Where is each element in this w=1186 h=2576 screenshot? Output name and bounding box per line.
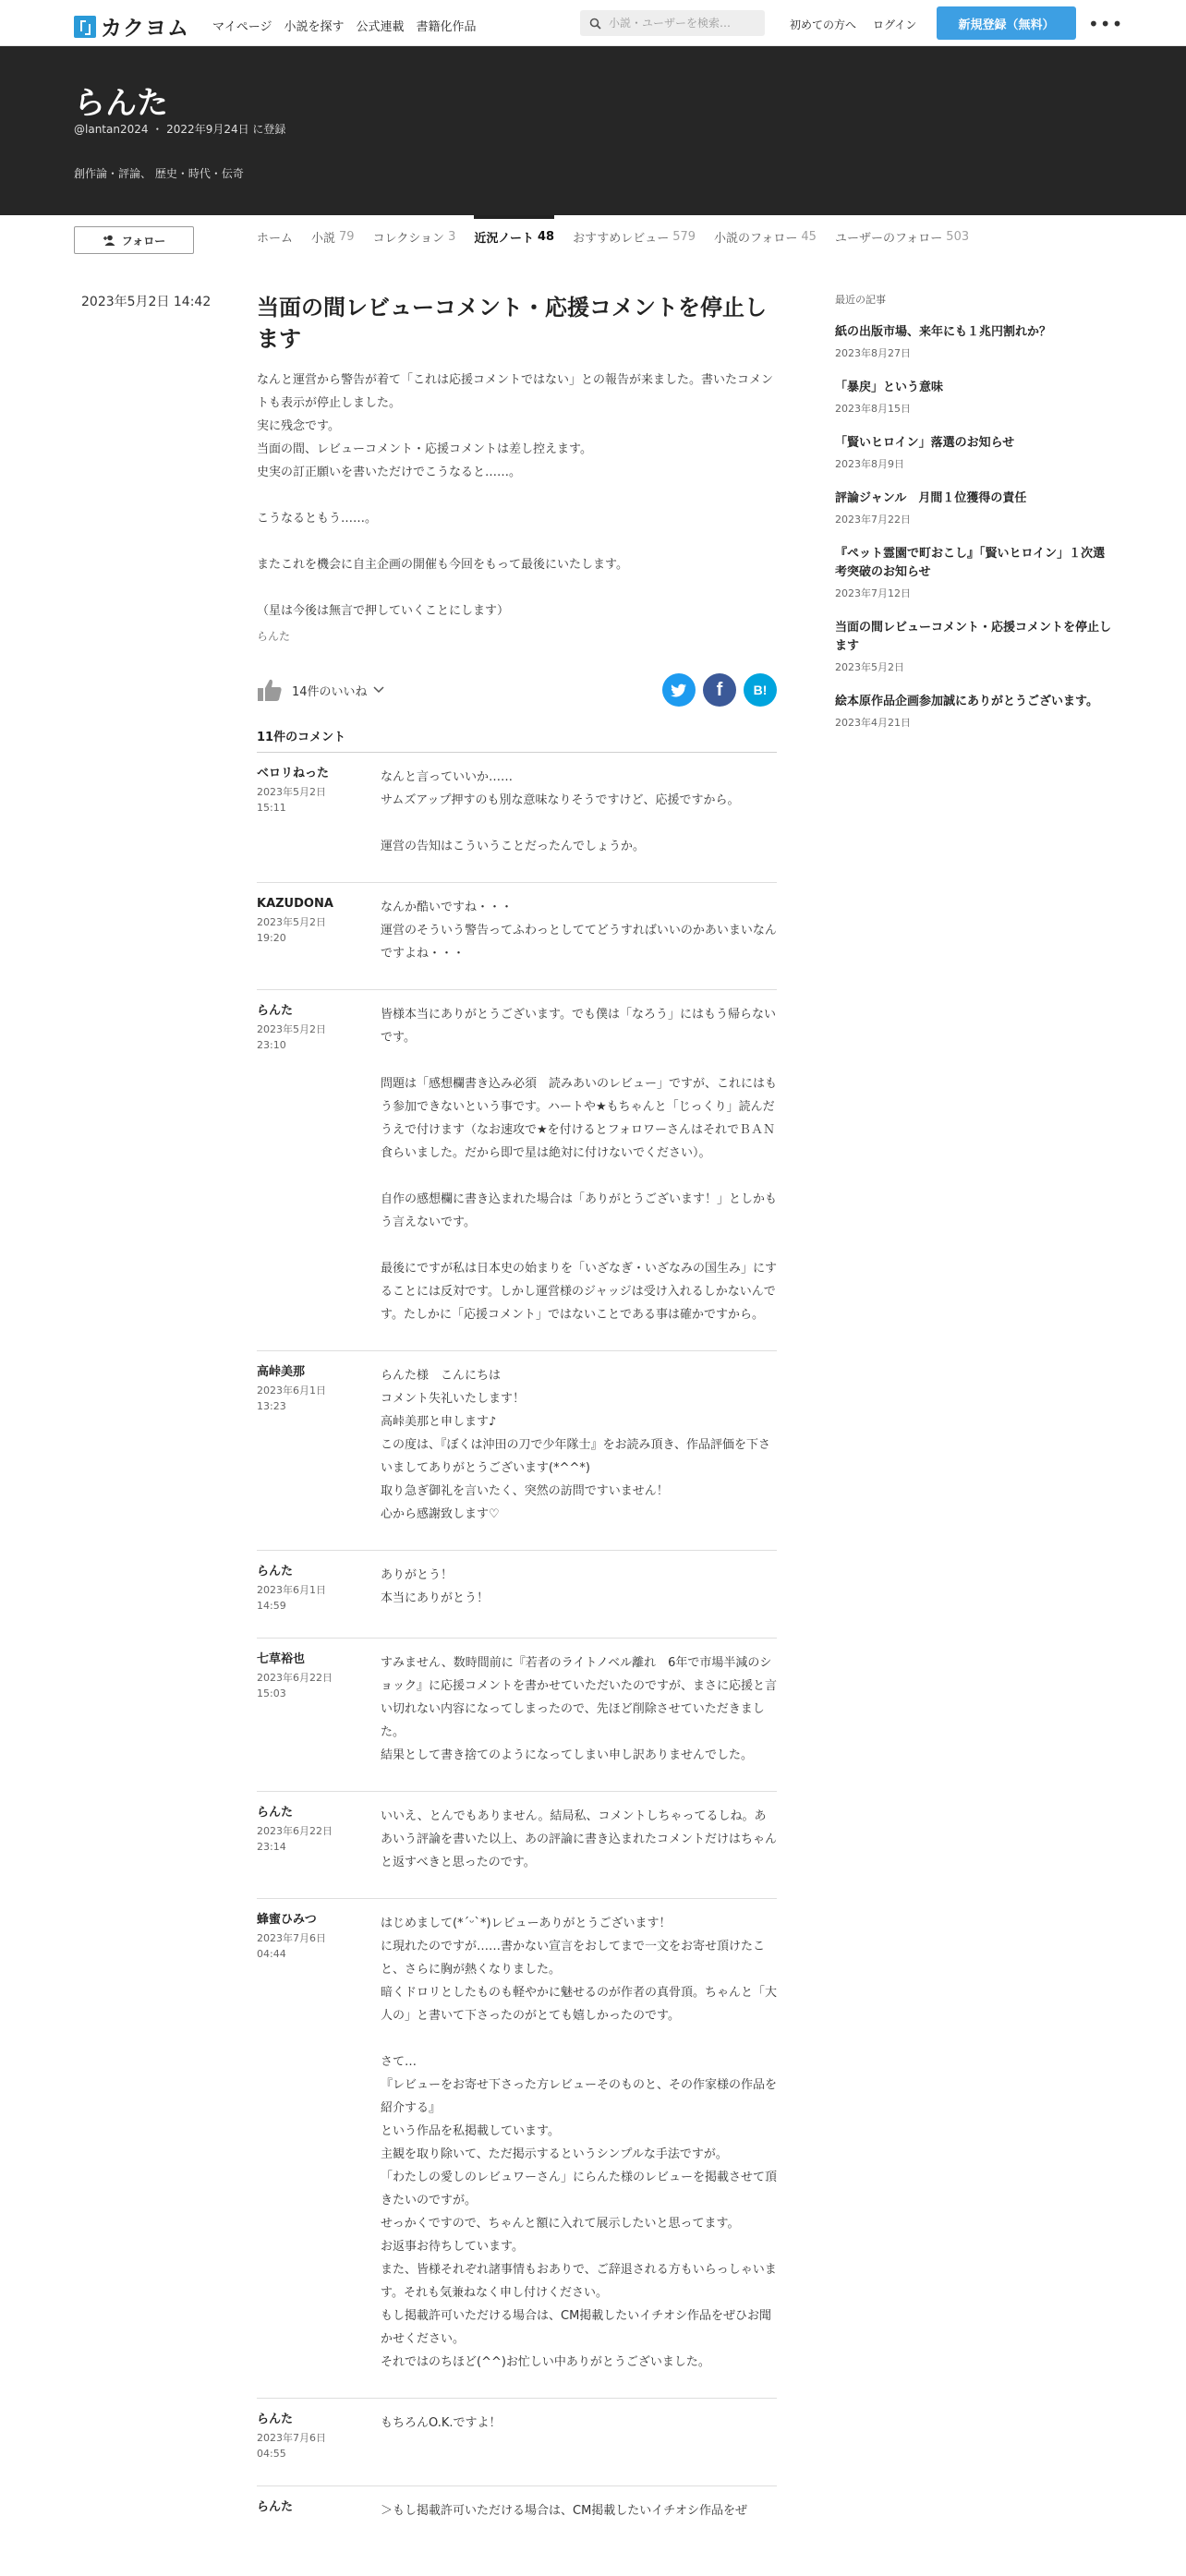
tab-label: おすすめレビュー	[573, 232, 670, 246]
comment-author[interactable]: らんた	[257, 1565, 294, 1578]
chevron-down-icon[interactable]	[373, 686, 384, 694]
sidebar-article-title[interactable]: 「賢いヒロイン」落選のお知らせ	[835, 436, 1015, 450]
comment-item	[257, 1351, 777, 1551]
nav-link-official-serials[interactable]: 公式連載	[356, 20, 405, 34]
login-link[interactable]: ログイン	[873, 18, 917, 31]
article-body: なんと運営から警告が着て「これは応援コメントではない」との報告が来ました。書いたコメントも表示が停止しました。 実に残念です。 当面の間、レビューコメント・応援コメントは差し控えます。 史実の訂正願いを書いただけでこうなると……。 こうなるともう……。 またこれを機会に自主企画の開催も今回をもって最後にいたします。 （星は今後は無言で押していくことにします）	[257, 373, 774, 618]
tab-label: 小説	[311, 232, 336, 246]
comment-time: 2023年7月6日 04:55	[257, 2432, 326, 2460]
comment-time: 2023年6月22日 15:03	[257, 1672, 333, 1699]
comment-time: 2023年5月2日 19:20	[257, 916, 326, 944]
comments-heading: 11件のコメント	[257, 727, 777, 753]
comment-item	[257, 753, 777, 883]
comment-time: 2023年6月1日 13:23	[257, 1385, 326, 1412]
add-user-icon	[103, 235, 117, 246]
hatena-share-button[interactable]	[744, 673, 777, 707]
comment-item	[257, 2399, 777, 2486]
sidebar-article-date: 2023年5月2日	[835, 661, 904, 673]
sidebar-article-title[interactable]: 紙の出版市場、来年にも１兆円割れか？	[835, 325, 1052, 339]
comment-author[interactable]: 高峠美那	[257, 1365, 306, 1379]
hatena-icon: B!	[753, 683, 768, 697]
sidebar-article-title[interactable]: 絵本原作品企画参加誠にありがとうございます。	[835, 695, 1098, 708]
comment-author[interactable]: らんた	[257, 2500, 294, 2514]
comment-meta	[257, 2499, 381, 2522]
tab-count: 579	[672, 230, 696, 244]
tab-label: 小説のフォロー	[714, 232, 798, 246]
sidebar-article-date: 2023年4月21日	[835, 717, 911, 729]
tab-recommended-reviews[interactable]	[573, 215, 696, 259]
follow-button[interactable]	[74, 226, 194, 254]
thumbs-up-icon[interactable]	[257, 678, 283, 702]
comment-author[interactable]: らんた	[257, 2413, 294, 2426]
tab-label: 近況ノート	[474, 232, 534, 246]
sidebar-article	[835, 434, 1112, 471]
comment-time: 2023年6月1日 14:59	[257, 1584, 326, 1612]
sidebar-article	[835, 490, 1112, 526]
comment-meta	[257, 766, 381, 858]
facebook-icon: f	[716, 679, 723, 700]
sidebar-article-title[interactable]: 『ペット霊園で町おこし』「賢いヒロイン」１次選考突破のお知らせ	[835, 547, 1106, 579]
nav-link-published-works[interactable]: 書籍化作品	[416, 20, 477, 34]
comment-item	[257, 990, 777, 1351]
search-icon	[589, 18, 601, 30]
beginners-link[interactable]: 初めての方へ	[790, 18, 857, 31]
tab-count: 503	[946, 230, 970, 244]
facebook-share-button[interactable]	[703, 673, 736, 707]
comment-meta	[257, 896, 381, 965]
comment-meta	[257, 1651, 381, 1767]
sidebar-article-title[interactable]: 当面の間レビューコメント・応援コメントを停止します	[835, 621, 1112, 653]
comment-meta	[257, 1364, 381, 1526]
sidebar-article	[835, 323, 1112, 360]
meta-separator: ・	[151, 123, 167, 136]
like-share-row	[257, 671, 777, 708]
comment-author[interactable]: 蜂蜜ひみつ	[257, 1913, 317, 1927]
profile-handle: @lantan2024	[74, 123, 149, 136]
comment-time: 2023年5月2日 23:10	[257, 1023, 326, 1051]
sidebar-article	[835, 693, 1112, 730]
article-signature: らんた	[257, 630, 291, 643]
comment-meta	[257, 1564, 381, 1614]
tab-collections[interactable]	[373, 215, 456, 259]
tab-count: 79	[339, 230, 355, 244]
tab-count: 45	[801, 230, 817, 244]
comment-body: なんと言っていいか…… サムズアップ押すのも別な意味なりそうですけど、応援ですから。 運営の告知はこういうことだったんでしょうか。	[381, 770, 740, 853]
profile-header	[0, 46, 1186, 215]
tab-label: コレクション	[372, 232, 445, 246]
sidebar-heading: 最近の記事	[835, 294, 886, 306]
comment-time: 2023年7月6日 04:44	[257, 1932, 326, 1960]
tab-count: 3	[448, 230, 456, 244]
nav-link-mypage[interactable]: マイページ	[212, 20, 272, 34]
comment-item	[257, 1899, 777, 2399]
comment-author[interactable]: KAZUDONA	[257, 897, 333, 911]
tab-count: 48	[537, 230, 555, 244]
nav-right-links	[790, 17, 916, 32]
comment-author[interactable]: 七草裕也	[257, 1652, 306, 1666]
logo-text: カクヨム	[101, 17, 189, 41]
sidebar-article-title[interactable]: 「暴戻」という意味	[835, 381, 944, 394]
comment-body: らんた様 こんにちは コメント失礼いたします！ 高峠美那と申します♪ この度は、『ぼくは沖田の刀で少年隊士』をお読み頂き、作品評価を下さいましてありがとうございます(*^^*) 取り急ぎ御礼を言いたく、突然の訪問ですいません！ 心から感謝致します♡	[381, 1369, 770, 1521]
comment-meta	[257, 1912, 381, 2374]
like-count[interactable]: 14件のいいね	[292, 684, 368, 699]
sidebar-article	[835, 379, 1112, 416]
sidebar-article-title[interactable]: 評論ジャンル 月間１位獲得の責任	[835, 491, 1027, 505]
more-menu-icon[interactable]: •••	[1088, 13, 1124, 35]
comment-body: はじめまして(*ˊᵕˋ*)レビューありがとうございます！ に現れたのですが……書かない宣言をおしてまで一文をお寄せ頂けたこと、さらに胸が熱くなりました。 暗くドロリとしたものも軽やかに魅せるのが作者の真骨頂。ちゃんと「大人の」と書いて下さったのがとても嬉しかったのです。 さて… 『レビューをお寄せ下さった方レビューそのものと、その作家様の作品を紹介する』 という作品を私掲載しています。 主観を取り除いて、ただ掲示するというシンプルな手法ですが。 「わたしの愛しのレビュワーさん」にらんた様のレビューを掲載させて頂きたいのですが。 せっかくですので、ちゃんと額に入れて展示したいと思ってます。 お返事お待ちしています。 また、皆様それぞれ諸事情もおありで、ご辞退される方もいらっしゃいます。それも気兼ねなく申し付けください。 もし掲載許可いただける場合は、CM掲載したいイチオシ作品をぜひお聞かせください。 それではのちほど(^^)お忙しい中ありがとうございました。	[381, 1917, 778, 2369]
tab-novel-follows[interactable]	[714, 215, 817, 259]
comment-author[interactable]: らんた	[257, 1806, 294, 1820]
comment-author[interactable]: らんた	[257, 1004, 294, 1018]
tab-label: ホーム	[257, 232, 294, 246]
search-input[interactable]	[609, 17, 756, 30]
profile-tabs	[257, 215, 969, 259]
profile-genres: 創作論・評論、 歴史・時代・伝奇	[74, 167, 244, 180]
post-date: 2023年5月2日 14:42	[81, 295, 212, 309]
comment-meta	[257, 2412, 381, 2461]
profile-name[interactable]: らんた	[74, 85, 168, 122]
article	[257, 292, 777, 2546]
tab-novels[interactable]	[311, 215, 355, 259]
tab-news-notes[interactable]	[474, 215, 554, 259]
top-navbar	[0, 0, 1186, 46]
comment-author[interactable]: ベロリねった	[257, 767, 330, 780]
comment-item	[257, 1792, 777, 1899]
comment-meta	[257, 1805, 381, 1874]
logo-icon	[74, 16, 96, 38]
sidebar-article-date: 2023年8月9日	[835, 458, 904, 470]
comment-item	[257, 1551, 777, 1639]
sidebar-article	[835, 545, 1112, 600]
nav-links	[212, 17, 477, 34]
recent-articles-sidebar	[835, 292, 1112, 748]
nav-link-search-novels[interactable]: 小説を探す	[284, 20, 345, 34]
twitter-icon	[671, 683, 687, 697]
comment-meta	[257, 1003, 381, 1326]
tab-label: ユーザーのフォロー	[834, 232, 943, 246]
sidebar-article-date: 2023年7月22日	[835, 514, 911, 526]
profile-meta	[74, 121, 285, 137]
sidebar-article-date: 2023年7月12日	[835, 587, 911, 599]
sidebar-article-date: 2023年8月15日	[835, 403, 911, 415]
article-title: 当面の間レビューコメント・応援コメントを停止します	[257, 295, 767, 352]
comment-body: すみません、数時間前に『若者のライトノベル離れ 6年で市場半減のショック』に応援コメントを書かせていただいたのですが、まさに応援と言い切れない内容になってしまったので、先ほど削除させていただきました。 結果として書き捨てのようになってしまい申し訳ありませんでした。	[381, 1656, 778, 1762]
sidebar-article	[835, 619, 1112, 674]
comment-body: 皆様本当にありがとうございます。でも僕は「なろう」にはもう帰らないです。 問題は「感想欄書き込み必須 読みあいのレビュー」ですが、これにはもう参加できないという事です。ハートや★もちゃんと「じっくり」読んだうえで付けます（なお速攻で★を付けるとフォロワーさんはそれでＢＡＮ食らいました。だから即で星は絶対に付けないでください）。 自作の感想欄に書き込まれた場合は「ありがとうございます！」としかもう言えないです。 最後にですが私は日本史の始まりを「いざなぎ・いざなみの国生み」にすることには反対です。しかし運営様のジャッジは受け入れるしかないんです。たしかに「応援コメント」ではないことである事は確かですから。	[381, 1008, 778, 1322]
follow-label: フォロー	[121, 234, 166, 248]
comment-body: ＞もし掲載許可いただける場合は、CM掲載したいイチオシ作品をぜ	[381, 2504, 748, 2518]
tab-home[interactable]	[257, 215, 293, 259]
profile-joined: 2022年9月24日 に登録	[166, 123, 286, 136]
kakuyomu-logo[interactable]	[74, 11, 189, 42]
share-buttons	[662, 673, 777, 707]
tab-user-follows[interactable]	[835, 215, 969, 259]
comment-time: 2023年6月22日 23:14	[257, 1825, 333, 1853]
comment-item	[257, 2486, 777, 2546]
twitter-share-button[interactable]	[662, 673, 696, 707]
comment-item	[257, 1639, 777, 1792]
comment-body: ありがとう！ 本当にありがとう！	[381, 1568, 490, 1605]
signup-button[interactable]: 新規登録（無料）	[937, 6, 1076, 40]
comment-body: もちろんO.K.ですよ！	[381, 2416, 502, 2430]
comment-time: 2023年5月2日 15:11	[257, 786, 326, 814]
comment-body: いいえ、とんでもありません。結局私、コメントしちゃってるしね。ああいう評論を書いた以上、あの評論に書き込まれたコメントだけはちゃんと返すべきと思ったのです。	[381, 1809, 778, 1869]
sidebar-article-date: 2023年8月27日	[835, 347, 911, 359]
comment-list	[257, 753, 777, 2546]
comment-item	[257, 883, 777, 990]
comment-body: なんか酷いですね・・・ 運営のそういう警告ってふわっとしててどうすればいいのかあいまいなんですよね・・・	[381, 901, 777, 961]
search-box	[580, 10, 765, 36]
